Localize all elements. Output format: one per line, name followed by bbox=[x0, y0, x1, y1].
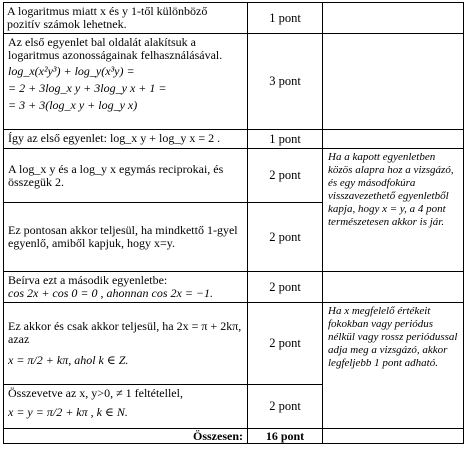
row-text: Összevetve az x, y>0, ≠ 1 feltétellel, bbox=[8, 386, 183, 400]
row-note-empty bbox=[323, 3, 464, 34]
total-row bbox=[4, 429, 464, 444]
table-row bbox=[4, 303, 464, 385]
table-row bbox=[4, 34, 464, 130]
scoring-table bbox=[3, 2, 464, 444]
row-equation bbox=[4, 272, 248, 303]
row-text: Az első egyenlet bal oldalát alakítsuk a logaritmus azonosságainak felhasználásával. bbox=[8, 35, 223, 62]
math-line-1: log_x(x²y³) + log_y(x³y) = bbox=[8, 64, 135, 78]
table-row bbox=[4, 149, 464, 203]
total-label: Összesen: bbox=[4, 429, 248, 444]
math-line-2: = 2 + 3log_x y + 3log_y x + 1 = bbox=[8, 81, 167, 95]
row-text: Ez pontosan akkor teljesül, ha mindkettő 1-gyel egyenlő, amiből kapjuk, hogy x=y. bbox=[4, 203, 248, 272]
row-equation bbox=[4, 303, 248, 385]
total-points: 16 pont bbox=[248, 429, 323, 444]
row-text: Beírva ezt a második egyenletbe: bbox=[8, 273, 168, 287]
row-text: A logaritmus miatt x és y 1-től különböző pozitív számok lehetnek. bbox=[4, 3, 248, 34]
row-points: 2 pont bbox=[248, 149, 323, 203]
table-row bbox=[4, 130, 464, 149]
math-line: x = y = π/2 + kπ , k ∈ N. bbox=[8, 405, 128, 419]
math-line: cos 2x + cos 0 = 0 , ahonnan cos 2x = −1. bbox=[8, 286, 214, 300]
row-note-empty bbox=[323, 34, 464, 130]
row-points: 1 pont bbox=[248, 130, 323, 149]
table-row bbox=[4, 272, 464, 303]
total-note-empty bbox=[323, 429, 464, 444]
row-text: A log_x y és a log_y x egymás reciprokai, és összegük 2. bbox=[4, 149, 248, 203]
row-note-empty bbox=[323, 130, 464, 149]
row-note-empty bbox=[323, 272, 464, 303]
table-row bbox=[4, 3, 464, 34]
math-line: x = π/2 + kπ, ahol k ∈ Z. bbox=[8, 353, 129, 367]
row-derivation bbox=[4, 34, 248, 130]
row-text: Így az első egyenlet: log_x y + log_y x = 2 . bbox=[4, 130, 248, 149]
note-first: Ha a kapott egyenletben közös alapra hoz a vizsgázó, és egy másodfokúra visszavezethető egyenletből kapja, hogy x = y, a 4 pont természetesen akkor is jár. bbox=[323, 149, 464, 272]
note-second: Ha x megfelelő értékeit fokokban vagy periódus nélkül vagy rossz periódussal adja meg a vizsgázó, akkor legfeljebb 1 pont adható. bbox=[323, 303, 464, 429]
row-text: Ez akkor és csak akkor teljesül, ha 2x = π + 2kπ, azaz bbox=[8, 319, 242, 346]
row-points: 1 pont bbox=[248, 3, 323, 34]
row-points: 2 pont bbox=[248, 203, 323, 272]
math-line-3: = 3 + 3(log_x y + log_y x) bbox=[8, 98, 138, 112]
row-points: 3 pont bbox=[248, 34, 323, 130]
row-points: 2 pont bbox=[248, 272, 323, 303]
row-equation bbox=[4, 385, 248, 429]
row-points: 2 pont bbox=[248, 303, 323, 385]
row-points: 2 pont bbox=[248, 385, 323, 429]
